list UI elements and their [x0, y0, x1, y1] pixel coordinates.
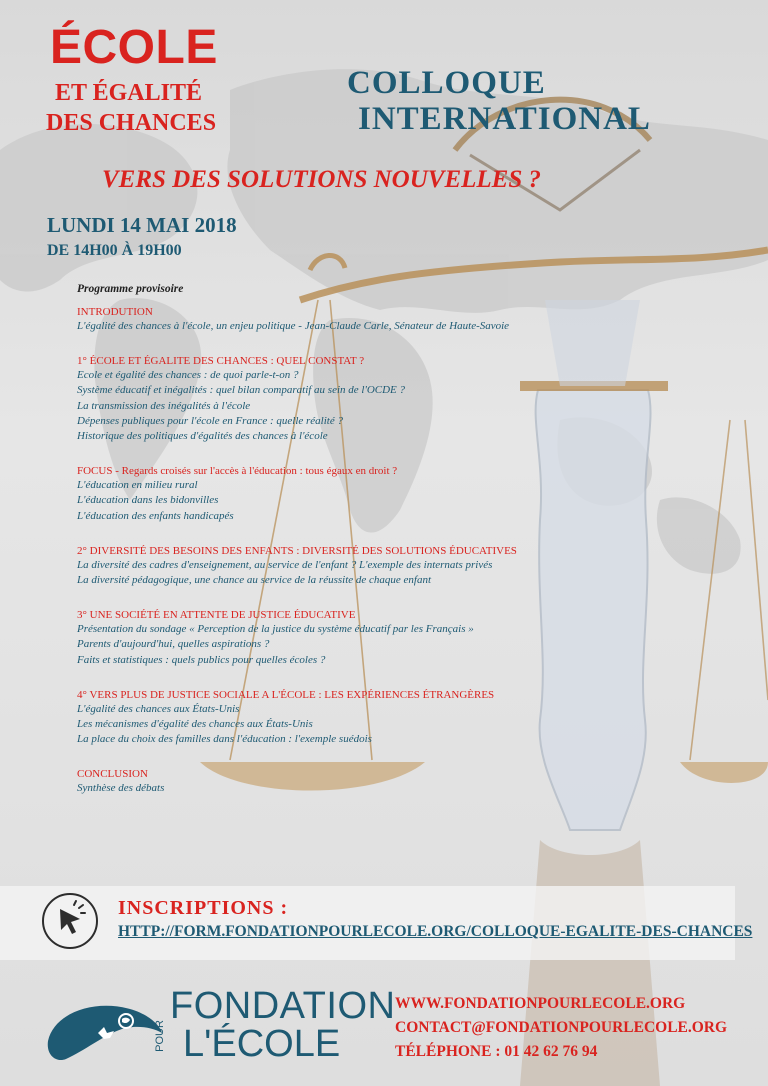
program-item: Synthèse des débats — [77, 782, 165, 795]
email-link[interactable]: CONTACT@FONDATIONPOURLECOLE.ORG — [395, 1019, 728, 1036]
program-section — [77, 464, 597, 524]
program-section — [77, 688, 597, 748]
program-item: Dépenses publiques pour l'école en France : quelle réalité ? — [77, 414, 343, 427]
program-item: L'éducation en milieu rural — [77, 479, 198, 492]
title-ecole: ÉCOLE — [50, 21, 218, 74]
program-item: Les mécanismes d'égalité des chances aux États-Unis — [77, 718, 313, 731]
program-item: Système éducatif et inégalités : quel bilan comparatif au sein de l'OCDE ? — [77, 384, 406, 397]
program-item: Ecole et égalité des chances : de quoi parle-t-on ? — [77, 369, 299, 382]
section-title: 2° DIVERSITÉ DES BESOINS DES ENFANTS : DIVERSITÉ DES SOLUTIONS ÉDUCATIVES — [77, 544, 517, 557]
program-item: Présentation du sondage « Perception de la justice du système éducatif par les Français » — [77, 623, 474, 636]
colloque-label: COLLOQUE — [347, 65, 546, 101]
program-item: Faits et statistiques : quels publics pour quelles écoles ? — [77, 653, 326, 666]
tagline: VERS DES SOLUTIONS NOUVELLES ? — [102, 166, 541, 193]
program-item: L'éducation des enfants handicapés — [77, 509, 234, 522]
org-name-fondation: FONDATION — [170, 985, 396, 1027]
title-des-chances: DES CHANCES — [46, 110, 217, 136]
section-title: 4° VERS PLUS DE JUSTICE SOCIALE A L'ÉCOLE : LES EXPÉRIENCES ÉTRANGÈRES — [77, 688, 495, 701]
program-section — [77, 767, 597, 796]
title-egalite: ET ÉGALITÉ — [55, 80, 202, 106]
org-name-pour: POUR — [154, 1020, 166, 1052]
event-time: DE 14H00 À 19H00 — [47, 242, 182, 259]
program-item: L'égalité des chances aux États-Unis — [77, 702, 240, 715]
program-section — [77, 608, 597, 668]
program-item: L'éducation dans les bidonvilles — [77, 494, 219, 507]
org-name-ecole: L'ÉCOLE — [183, 1023, 341, 1065]
program-section — [77, 305, 597, 334]
program-item: La place du choix des familles dans l'éducation : l'exemple suédois — [77, 733, 372, 746]
program-item: La diversité des cadres d'enseignement, au service de l'enfant ? L'exemple des internats privés — [77, 558, 493, 571]
fondation-logo-icon — [44, 993, 164, 1065]
event-date: LUNDI 14 MAI 2018 — [47, 213, 237, 237]
program — [77, 282, 597, 817]
phone-number: TÉLÉPHONE : 01 42 62 76 94 — [395, 1043, 598, 1060]
website-link[interactable]: WWW.FONDATIONPOURLECOLE.ORG — [395, 995, 686, 1012]
section-title: INTRODUTION — [77, 306, 153, 318]
section-title: CONCLUSION — [77, 768, 148, 781]
cursor-arrow-icon — [44, 895, 96, 947]
section-title: 3° UNE SOCIÉTÉ EN ATTENTE DE JUSTICE ÉDUCATIVE — [77, 609, 356, 622]
program-item: La diversité pédagogique, une chance au service de la réussite de chaque enfant — [77, 574, 432, 587]
program-title: Programme provisoire — [77, 283, 184, 295]
international-label: INTERNATIONAL — [358, 101, 651, 137]
cursor-click-icon — [42, 893, 98, 949]
program-item: La transmission des inégalités à l'école — [77, 399, 251, 412]
section-title: 1° ÉCOLE ET ÉGALITE DES CHANCES : QUEL CONSTAT ? — [77, 355, 365, 368]
program-item: Parents d'aujourd'hui, quelles aspirations ? — [77, 638, 270, 651]
program-item: L'égalité des chances à l'école, un enjeu politique - Jean-Claude Carle, Sénateur de Haute-Savoie — [77, 320, 510, 332]
registration-link[interactable]: HTTP://FORM.FONDATIONPOURLECOLE.ORG/COLLOQUE-EGALITE-DES-CHANCES — [118, 923, 753, 940]
inscriptions-label: INSCRIPTIONS : — [118, 897, 289, 919]
program-item: Historique des politiques d'égalités des chances à l'école — [77, 430, 328, 443]
program-section — [77, 544, 597, 588]
section-title: FOCUS - Regards croisés sur l'accès à l'éducation : tous égaux en droit ? — [77, 465, 398, 478]
program-section — [77, 354, 597, 444]
